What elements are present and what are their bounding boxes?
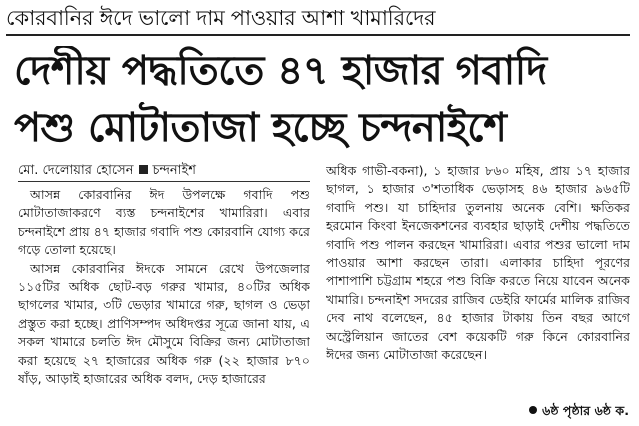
headline-line-2: পশু মোটাতাজা হচ্ছে চন্দনাইশে bbox=[14, 105, 507, 151]
headline-line-1: দেশীয় পদ্ধতিতে ৪৭ হাজার গবাদি bbox=[14, 48, 547, 94]
body-column-left bbox=[18, 186, 310, 424]
continued-on-page bbox=[529, 402, 629, 420]
kicker: কোরবানির ঈদে ভালো দাম পাওয়ার আশা খামারিদের bbox=[6, 6, 436, 30]
continued-text: ৬ষ্ঠ পৃষ্ঠার ৬ষ্ঠ ক. bbox=[542, 403, 629, 418]
byline-divider bbox=[18, 181, 310, 182]
body-column-right bbox=[326, 162, 630, 396]
byline-author: মো. দেলোয়ার হোসেন bbox=[18, 163, 134, 178]
byline bbox=[18, 162, 318, 180]
paragraph: আসন্ন কোরবানির ঈদকে সামনে রেখে উপজেলার ১১৫টির অধিক ছোট-বড় গরুর খামার, ৪০টির অধিক ছাগলের খামার, ৩টি ভেড়ার খামারে গরু, ছাগল ও ভেড়া প্রস্তুত করা হচ্ছে। প্রাণিসম্পদ অধিদপ্তর সূত্রে জানা যায়, এ সকল খামারে চলতি ঈদ মৌসুমে বিক্রির জন্য মোটাতাজা করা হয়েছে ২৭ হাজারের অধিক গরু (২২ হাজার ৮৭০ ষাঁড়, আড়াই হাজারের অধিক বলদ, দেড় হাজারের bbox=[18, 260, 310, 387]
paragraph: আসন্ন কোরবানির ঈদ উপলক্ষে গবাদি পশু মোটাতাজাকরণে ব্যস্ত চন্দনাইশের খামারিরা। এবার চন্দনাইশে প্রায় ৪৭ হাজার গবাদি পশু কোরবানি যোগ্য করে গড়ে তোলা হয়েছে। bbox=[18, 187, 310, 258]
square-bullet-icon bbox=[139, 165, 148, 174]
byline-location: চন্দনাইশ bbox=[152, 163, 196, 178]
kicker-divider bbox=[6, 34, 630, 36]
bullet-dot-icon bbox=[529, 406, 537, 414]
paragraph: অধিক গাভী-বকনা), ১ হাজার ৮৬০ মহিষ, প্রায় ১৭ হাজার ছাগল, ১ হাজার ৩'শতাধিক ভেড়াসহ ৪৬ হাজার ৯৬৫টি গবাদি পশু। যা চাহিদার তুলনায় অনেক বেশি। ক্ষতিকর হরমোন কিংবা ইনজেকশনের ব্যবহার ছাড়াই দেশীয় পদ্ধতিতে গবাদি পশু পালন করছেন খামারিরা। এবার পশুর ভালো দাম পাওয়ার আশা করছেন তারা। এলাকার চাহিদা পূরণের পাশাপাশি চট্টগ্রাম শহরে পশু বিক্রি করতে নিয়ে যাবেন অনেক খামারি। চন্দনাইশ সদরের রাজিব ডেইরি ফার্মের মালিক রাজিব দেব নাথ বলেছেন, ৪৫ হাজার টাকায় তিন বছর আগে অস্ট্রেলিয়ান জাতের বেশ কয়েকটি গরু কিনে কোরবানির ঈদের জন্য মোটাতাজা করেছেন। bbox=[326, 163, 630, 363]
